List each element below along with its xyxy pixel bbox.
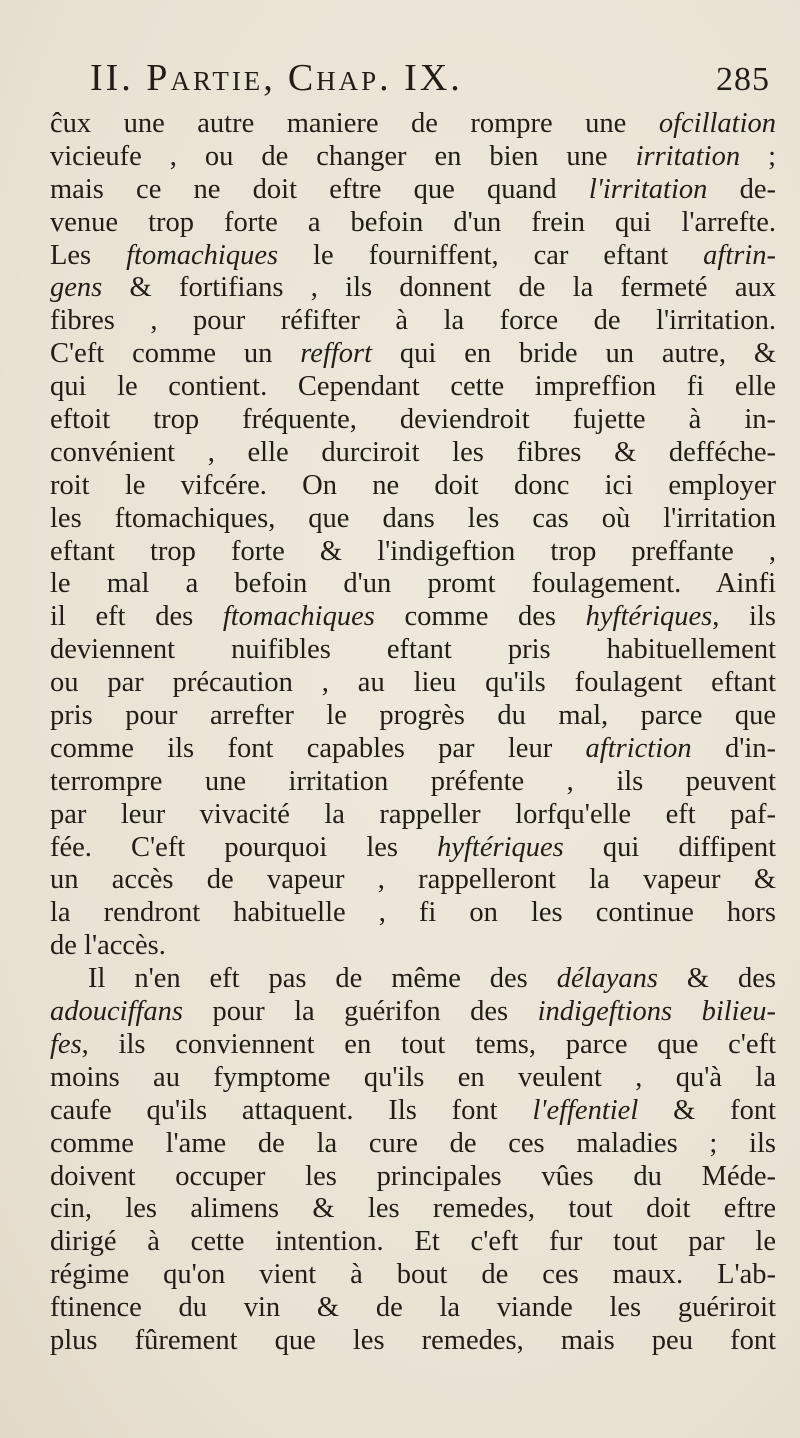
text-run: doivent occuper les principales vûes du Méde- [50,1160,776,1192]
text-line [50,1325,776,1358]
text-run: pour la guérifon des [183,996,538,1028]
text-run: & des [658,963,776,995]
italic-term: fes [50,1028,82,1060]
italic-term: aftrin- [703,239,776,271]
text-line [50,1226,776,1259]
text-run: moins au fymptome qu'ils en veulent , qu'à la [50,1061,776,1093]
text-run: convénient , elle durciroit les fibres & defféche- [50,436,776,468]
text-run: C'eft comme un [50,338,301,370]
text-run: & fortifians , ils donnent de la fermeté aux [102,272,776,304]
text-run: régime qu'on vient à bout de ces maux. L'ab- [50,1259,776,1291]
text-run: venue trop forte a befoin d'un frein qui l'arrefte. [50,206,776,238]
text-line [50,1193,776,1226]
text-run: comme des [374,601,586,633]
text-run: vicieufe , ou de changer en bien une [50,140,636,172]
text-line [50,963,776,996]
text-line [50,832,776,865]
text-run: ftinence du vin & de la viande les guériroit [50,1292,776,1324]
text-line [50,1095,776,1128]
italic-term: ftomachiques [126,239,279,271]
text-run: de l'accès. [50,930,166,962]
text-run: comme l'ame de la cure de ces maladies ; ils [50,1127,776,1159]
text-run: Il n'en eft pas de même des [88,963,557,995]
text-line [50,799,776,832]
text-line [50,404,776,437]
text-run: dirigé à cette intention. Et c'eft fur tout par le [50,1226,776,1258]
italic-term: gens [50,272,103,304]
text-line [50,108,776,141]
text-run: plus fûrement que les remedes, mais peu font [50,1324,776,1356]
text-run: comme ils font capables par leur [50,732,586,764]
italic-term: adouciffans [50,996,183,1028]
text-line [50,733,776,766]
text-run: cin, les alimens & les remedes, tout doit eftre [50,1193,776,1225]
text-line [50,207,776,240]
text-run: ĉux une autre maniere de rompre une [50,108,659,139]
text-run: les ftomachiques, que dans les cas où l'irritation [50,502,776,534]
text-line [50,568,776,601]
text-run: le mal a befoin d'un promt foulagement. Ainfi [50,568,776,600]
text-run: qui diffipent [563,831,776,863]
text-run: de- [707,173,776,205]
italic-term: aftriction [585,732,692,764]
text-run: d'in- [691,732,776,764]
text-line [50,437,776,470]
text-run: un accès de vapeur , rappelleront la vapeur & [50,864,776,896]
text-line [50,1161,776,1194]
text-run: terrompre une irritation préfente , ils peuvent [50,765,776,797]
italic-term: ftomachiques [222,601,375,633]
text-run: mais ce ne doit eftre que quand [50,173,589,205]
italic-term: l'effentiel [532,1094,639,1126]
text-run: qui le contient. Cependant cette impreffion fi elle [50,371,776,403]
text-run: ou par précaution , au lieu qu'ils foulagent eftant [50,667,776,699]
text-run: roit le vifcére. On ne doit donc ici employer [50,469,776,501]
text-line [50,1292,776,1325]
part-label: II. Partie, [90,57,276,99]
text-line [50,1259,776,1292]
text-run: deviennent nuifibles eftant pris habituellement [50,634,776,666]
text-run: il eft des [50,601,223,633]
text-line [50,272,776,305]
text-line [50,1029,776,1062]
text-run: fibres , pour réfifter à la force de l'irritation. [50,305,776,337]
text-line [50,240,776,273]
text-run: , ils conviennent en tout tems, parce que c'eft [81,1028,776,1060]
italic-term: l'irritation [588,173,708,205]
body-text [50,108,776,1358]
text-line [50,930,776,963]
italic-term: hyftériques [437,831,564,863]
text-run: par leur vivacité la rappeller lorfqu'elle eft paf- [50,798,776,830]
text-run: fée. C'eft pourquoi les [50,831,438,863]
text-run: , ils [712,601,776,633]
text-line [50,634,776,667]
text-line [50,1128,776,1161]
text-run: eftant trop forte & l'indigeftion trop preffante , [50,535,776,567]
text-run: Les [50,239,127,271]
text-line [50,897,776,930]
text-line [50,1062,776,1095]
italic-term: délayans [556,963,658,995]
italic-term: hyftériques [585,601,713,633]
text-line [50,996,776,1029]
text-line [50,371,776,404]
text-line [50,601,776,634]
text-run: caufe qu'ils attaquent. Ils font [50,1094,533,1126]
text-run: le fourniffent, car eftant [278,239,704,271]
text-line [50,470,776,503]
italic-term: ofcillation [658,108,776,139]
text-line [50,536,776,569]
text-line [50,174,776,207]
text-run: pris pour arrefter le progrès du mal, parce que [50,700,776,732]
italic-term: reffort [300,338,373,370]
text-run: qui en bride un autre, & [372,338,776,370]
running-head [90,56,776,106]
chapter-label: Chap. IX. [287,57,463,99]
text-line [50,503,776,536]
page-number: 285 [716,61,770,98]
text-line [50,667,776,700]
text-line [50,864,776,897]
italic-term: irritation [635,140,741,172]
text-line [50,141,776,174]
text-run: & font [638,1094,776,1126]
text-run: ; [740,140,776,172]
italic-term: indigeftions bilieu- [537,996,776,1028]
text-line [50,700,776,733]
text-line [50,766,776,799]
text-run: eftoit trop fréquente, deviendroit fujette à in- [50,404,776,436]
text-run: la rendront habituelle , fi on les continue hors [50,897,776,929]
text-line [50,338,776,371]
text-line [50,305,776,338]
